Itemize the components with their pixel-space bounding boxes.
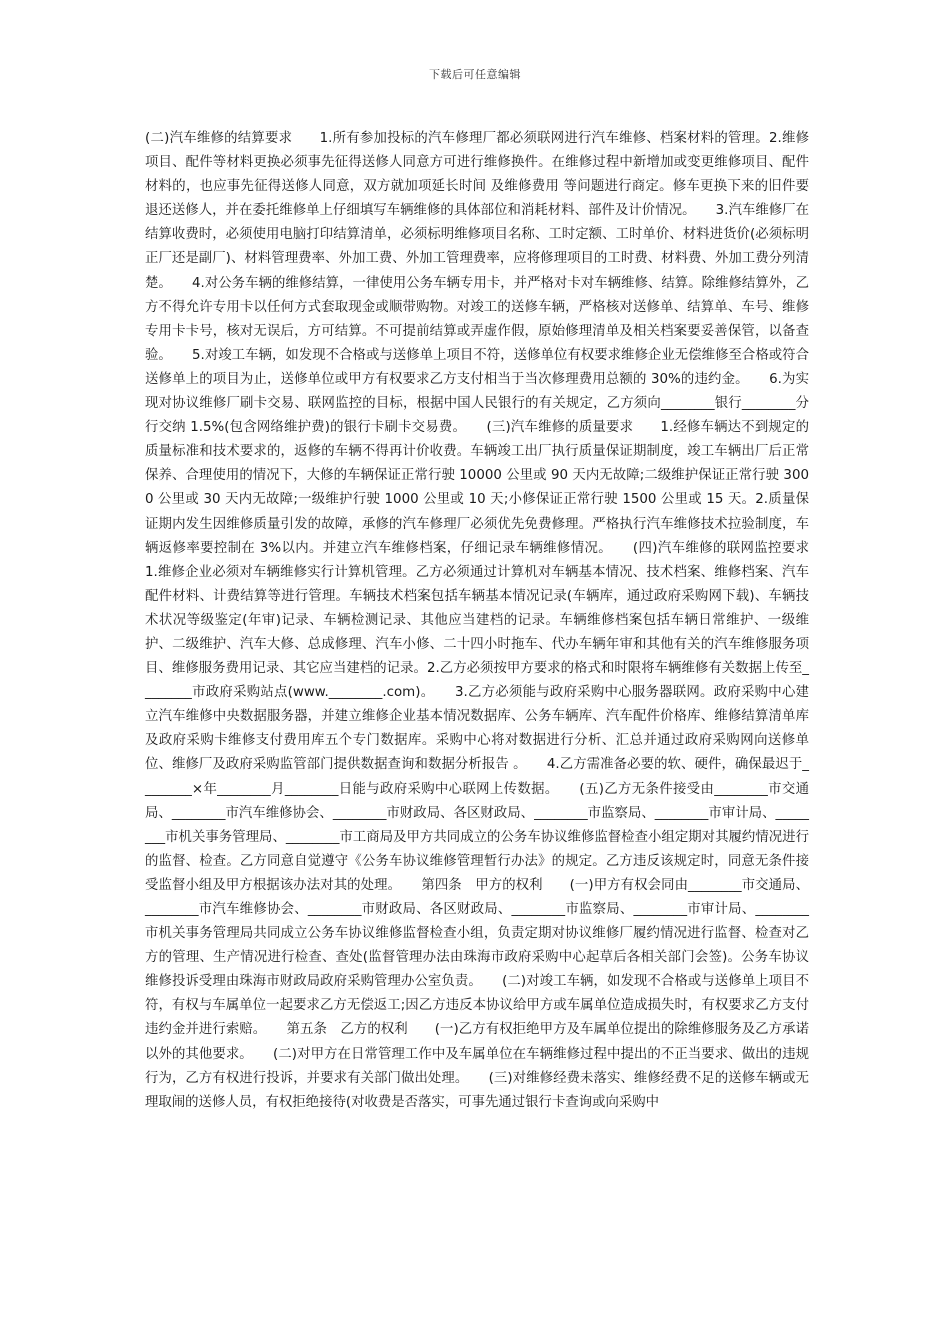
- document-body: [145, 127, 836, 1115]
- body-paragraph: (二)汽车维修的结算要求 1.所有参加投标的汽车修理厂都必须联网进行汽车维修、档案材料的管理。2.维修项目、配件等材料更换必须事先征得送修人同意方可进行维修换件。在维修过程中新增加或变更维修项目、配件材料的，也应事先征得送修人同意，双方就加项延长时间 及维修费用 等问题进行商定。修车更换下来的旧件要退还送修人，并在委托维修单上仔细填写车辆维修的具体部位和消耗材料、部件及计价情况。 3.汽车维修厂在结算收费时，必须使用电脑打印结算清单，必须标明维修项目名称、工时定额、工时单价、材料进货价(必须标明正厂还是副厂)、材料管理费率、外加工费、外加工管理费率，应将修理项目的工时费、材料费、外加工费分列清楚。 4.对公务车辆的维修结算，一律使用公务车辆专用卡，并严格对卡对车辆维修、结算。除维修结算外，乙方不得允许专用卡以任何方式套取现金或顺带购物。对竣工的送修车辆，严格核对送修单、结算单、车号、维修专用卡卡号，核对无误后，方可结算。不可提前结算或弄虚作假，原始修理清单及相关档案要妥善保管，以备查验。 5.对竣工车辆，如发现不合格或与送修单上项目不符，送修单位有权要求维修企业无偿维修至合格或符合送修单上的项目为止，送修单位或甲方有权要求乙方支付相当于当次修理费用总额的 30%的违约金。 6.为实现对协议维修厂刷卡交易、联网监控的目标，根据中国人民银行的有关规定，乙方须向________银行________分行交纳 1.5%(包含网络维护费)的银行卡刷卡交易费。 (三)汽车维修的质量要求 1.经修车辆达不到规定的质量标准和技术要求的，返修的车辆不得再计价收费。车辆竣工出厂执行质量保证期制度，竣工车辆出厂后正常保养、合理使用的情况下，大修的车辆保证正常行驶 10000 公里或 90 天内无故障;二级维护保证正常行驶 3000 公里或 30 天内无故障;一级维护行驶 1000 公里或 10 天;小修保证正常行驶 1500 公里或 15 天。2.质量保证期内发生因维修质量引发的故障，承修的汽车修理厂必须优先免费修理。严格执行汽车维修技术拉验制度，车辆返修率要控制在 3%以内。并建立汽车维修档案，仔细记录车辆维修情况。 (四)汽车维修的联网监控要求 1.维修企业必须对车辆维修实行计算机管理。乙方必须通过计算机对车辆基本情况、技术档案、维修档案、汽车配件材料、计费结算等进行管理。车辆技术档案包括车辆基本情况记录(车辆库，通过政府采购网下载)、车辆技术状况等级鉴定(年审)记录、车辆检测记录、其他应当建档的记录。车辆维修档案包括车辆日常维护、一级维护、二级维护、汽车大修、总成修理、汽车小修、二十四小时拖车、代办车辆年审和其他有关的汽车维修服务项目、维修服务费用记录、其它应当建档的记录。2.乙方必须按甲方要求的格式和时限将车辆维修有关数据上传至________市政府采购站点(www.________.com)。 3.乙方必须能与政府采购中心服务器联网。政府采购中心建立汽车维修中央数据服务器，并建立维修企业基本情况数据库、公务车辆库、汽车配件价格库、维修结算清单库及政府采购卡维修支付费用库五个专门数据库。采购中心将对数据进行分析、汇总并通过政府采购网向送修单位、维修厂及政府采购监管部门提供数据查询和数据分析报告 。 4.乙方需准备必要的软、硬件，确保最迟于________×年________月________日能与政府采购中心联网上传数据。 (五)乙方无条件接受由________市交通局、________市汽车维修协会、________市财政局、各区财政局、________市监察局、________市审计局、________市机关事务管理局、________市工商局及甲方共同成立的公务车协议维修监督检查小组定期对其履约情况进行的监督、检查。乙方同意自觉遵守《公务车协议维修管理暂行办法》的规定。乙方违反该规定时，同意无条件接受监督小组及甲方根据该办法对其的处理。 第四条 甲方的权利 (一)甲方有权会同由________市交通局、________市汽车维修协会、________市财政局、各区财政局、________市监察局、________市审计局、________市机关事务管理局共同成立公务车协议维修监督检查小组，负责定期对协议维修厂履约情况进行监督、检查对乙方的管理、生产情况进行检查、查处(监督管理办法由珠海市政府采购中心起草后各相关部门会签)。公务车协议维修投诉受理由珠海市财政局政府采购管理办公室负责。 (二)对竣工车辆，如发现不合格或与送修单上项目不符，有权与车属单位一起要求乙方无偿返工;因乙方违反本协议给甲方或车属单位造成损失时，有权要求乙方支付违约金并进行索赔。 第五条 乙方的权利 (一)乙方有权拒绝甲方及车属单位提出的除维修服务及乙方承诺以外的其他要求。 (二)对甲方在日常管理工作中及车属单位在车辆维修过程中提出的不正当要求、做出的违规行为，乙方有权进行投诉，并要求有关部门做出处理。 (三)对维修经费未落实、维修经费不足的送修车辆或无理取闹的送修人员，有权拒绝接待(对收费是否落实，可事先通过银行卡查询或向采购中: [145, 131, 836, 1110]
- page-header: 下载后可任意编辑: [429, 68, 521, 81]
